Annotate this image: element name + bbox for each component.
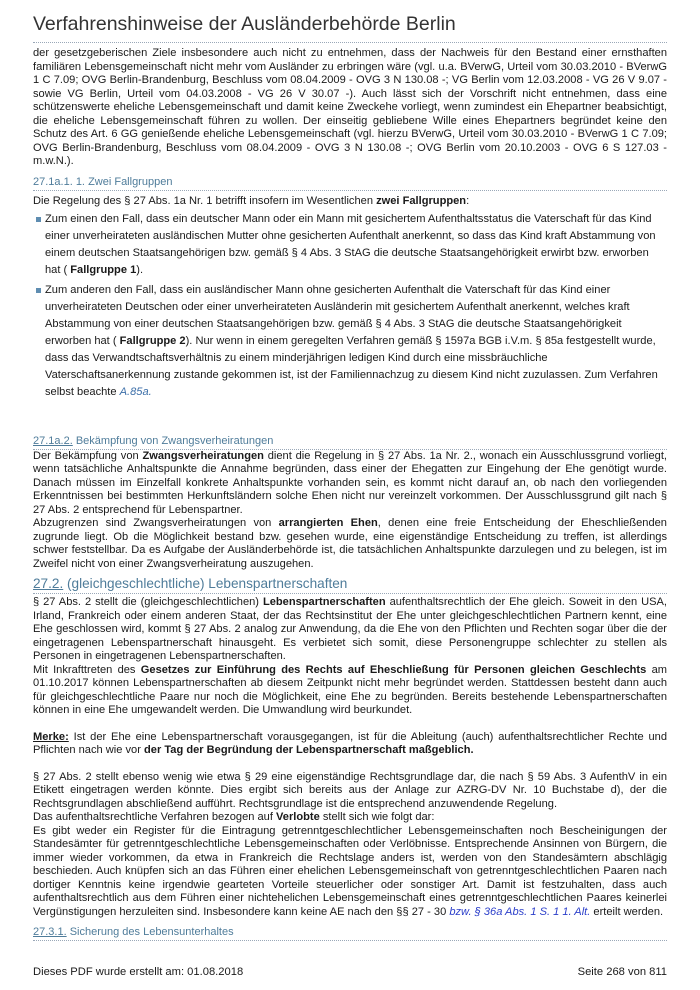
bullet-square-icon <box>36 217 41 222</box>
section-number-link[interactable]: 27.2. <box>33 576 64 591</box>
reference-link-36a[interactable]: bzw. § 36a Abs. 1 S. 1 1. Alt. <box>449 905 591 918</box>
zwangsverheiratung-paragraph-2: Abzugrenzen sind Zwangsverheiratungen von arrangierten Ehen, denen eine freie Entscheidung der Eheschließenden zugrunde liegt. Ob die Möglichkeit bestand bzw. gesehen wurde, eine eigenständige Entscheidung zu treffen, ist allerdings schwer feststellbar. Da es Aufgabe der Ausländerbehörde ist, die tatsächlichen Anhaltspunkte darzulegen und zu belegen, ist im Zweifel nicht von einer Zwangsverheiratung auszugehen. <box>33 517 667 570</box>
section-heading-27-1a-2 <box>33 428 667 450</box>
verlobte-paragraph: Es gibt weder ein Register für die Eintragung getrenntgeschlechtlicher Lebensgemeinschaften noch Bescheinigungen der Standesämter für getrenntgeschlechtliche Lebensgemeinschaften oder Verlöbnisse. Entsprechende Ansinnen von Bürgern, die immer wieder vorkommen, da etwa in Frankreich die Rechtslage anders ist, werden von den Standesämtern abschlägig beschieden. Auch knüpfen sich an das Führen einer ehelichen Lebensgemeinschaft von getrenntgeschlechtlichen Paaren nach dortiger Kenntnis keine irgendwie gearteten Vorteile steuerlicher oder sonstiger Art. Damit ist festzuhalten, dass auch aufenthaltsrechtlich aus dem Führen einer nichtehelichen Lebensgemeinschaft eines getrenntgeschlechtlichen Paares keinerlei Vergünstigungen herzuleiten sind. Insbesondere kann keine AE nach den §§ 27 - 30 bzw. § 36a Abs. 1 S. 1 1. Alt. erteilt werden. <box>33 824 667 918</box>
fallgruppen-list <box>33 211 667 401</box>
page-number: Seite 268 von 811 <box>577 966 667 978</box>
section-title: Bekämpfung von Zwangsverheiratungen <box>75 434 274 447</box>
list-item-fallgruppe-1: Zum einen den Fall, dass ein deutscher Mann oder ein Mann mit gesichertem Aufenthaltsstatus die Vaterschaft für das Kind einer unverheirateten ausländischen Mutter ohne gesicherten Aufenthalt anerkennt, so dass das Kind kraft Abstammung von einem deutschen Staatsangehörigen bzw. gemäß § 4 Abs. 3 StAG die deutsche Staatsangehörigkeit erwirbt bzw. erworben hat ( Fallgruppe 1). <box>33 211 667 279</box>
section-number-link[interactable]: 27.1a.2. <box>33 434 73 447</box>
document-page <box>33 0 667 941</box>
section-title: Zwei Fallgruppen <box>88 175 173 188</box>
zwangsverheiratung-paragraph-1: Der Bekämpfung von Zwangsverheiratungen dient die Regelung in § 27 Abs. 1a Nr. 2., wonach ein Ausschlussgrund vorliegt, wenn tatsächliche Anhaltspunkte die Annahme begründen, dass einer der Ehegatten zur Eingehung der Ehe genötigt wurde. Danach müssen im Einzelfall konkrete Anhaltspunkte vorhanden sein, es kommt nicht darauf an, ob nach den vorliegenden Erkenntnissen bei bestimmten Herkunftsländern solche Ehen nicht nur vereinzelt vorkommen. Der Ausschlussgrund gilt nach § 27 Abs. 2 entsprechend für Lebenspartner. <box>33 449 667 516</box>
verlobte-intro: Das aufenthaltsrechtliche Verfahren bezogen auf Verlobte stellt sich wie folgt dar: <box>33 811 435 823</box>
lebenspartnerschaft-paragraph-2: Mit Inkrafttreten des Gesetzes zur Einführung des Rechts auf Eheschließung für Personen gleichen Geschlechts am 01.10.2017 können Lebenspartnerschaften ab diesem Zeitpunkt nicht mehr begründet werden. Stattdessen besteht dann auch für gleichgeschlechtliche Paare nur noch die Möglichkeit, eine Ehe zu begründen. Bereits bestehende Lebenspartnerschaften können in eine Ehe umgewandelt werden. Die Umwandlung wird beurkundet. <box>33 663 667 716</box>
section-heading-27-2 <box>33 571 667 594</box>
section-heading-27-3-1 <box>33 919 667 941</box>
section-title: Sicherung des Lebensunterhaltes <box>69 926 234 938</box>
section-number-link[interactable]: 27.3.1. <box>33 926 67 938</box>
section-title: (gleichgeschlechtliche) Lebenspartnerschaften <box>67 576 348 591</box>
section-heading-27-1a-1 <box>33 169 667 191</box>
intro-paragraph: der gesetzgeberischen Ziele insbesondere auch nicht zu entnehmen, dass der Nachweis für den Bestand einer ernsthaften familiären Lebensgemeinschaft nicht mehr vom Ausländer zu erbringen wäre (vgl. u.a. BVerwG, Urteil vom 30.03.2010 - BVerwG 1 C 7.09; OVG Berlin-Brandenburg, Beschluss vom 08.04.2009 - OVG 3 N 130.08 -; VG Berlin vom 12.03.2008 - VG 26 V 9.07 - sowie VG Berlin, Urteil vom 04.03.2008 - VG 26 V 30.07 -). Auch lässt sich der Vorschrift nicht entnehmen, dass eine schützenswerte eheliche Lebensgemeinschaft und damit keine Zweckehe vorliegt, wenn zumindest ein Ehepartner beabsichtigt, die eheliche Lebensgemeinschaft führen zu wollen. Der einseitig gebliebene Wille eines Ehepartners begründet keine den Schutz des Art. 6 GG genießende eheliche Lebensgemeinschaft (vgl. hierzu BVerwG, Urteil vom 30.03.2010 - BVerwG 1 C 7.09; OVG Berlin-Brandenburg, Beschluss vom 08.04.2009 - OVG 3 N 130.08 -; OVG Berlin vom 20.10.2003 - OVG 6 S 127.03 - m.w.N.). <box>33 47 667 167</box>
section-number[interactable]: 27.1a.1. 1. <box>33 175 85 188</box>
document-title: Verfahrenshinweise der Ausländerbehörde Berlin <box>33 12 667 43</box>
created-date: Dieses PDF wurde erstellt am: 01.08.2018 <box>33 966 244 978</box>
reference-link-a85a[interactable]: A.85a. <box>119 385 152 398</box>
lebenspartnerschaft-paragraph-1: § 27 Abs. 2 stellt die (gleichgeschlechtlichen) Lebenspartnerschaften aufenthaltsrechtlich der Ehe gleich. Soweit in den USA, Irland, Frankreich oder einem anderen Staat, der das Rechtsinstitut der Ehe unter gleichgeschlechtlichen Partnern kennt, eine Ehe geschlossen wird, kommt § 27 Abs. 2 analog zur Anwendung, da die Ehe von den Pflichten und Rechten sogar über die der eingetragenen Lebenspartnerschaft hinausgeht. Es verbietet sich somit, diese Personengruppe schlechter zu stellen als Personen in eingetragenen Lebenspartnerschaften. <box>33 596 667 662</box>
fallgruppen-lead: Die Regelung des § 27 Abs. 1a Nr. 1 betrifft insofern im Wesentlichen zwei Fallgruppen: <box>33 194 470 207</box>
merke-note: Merke: Ist der Ehe eine Lebenspartnerschaft vorausgegangen, ist für die Ableitung (auch) aufenthaltsrechtlicher Rechte und Pflichten nach wie vor der Tag der Begründung der Lebenspartnerschaft maßgeblich. <box>33 730 667 756</box>
list-item-fallgruppe-2: Zum anderen den Fall, dass ein ausländischer Mann ohne gesicherten Aufenthalt die Vaterschaft für das Kind einer unverheirateten Deutschen oder einer unverheirateten Ausländerin mit gesichertem Aufenthalt anerkennt, welches kraft Abstammung von einer deutschen Staatsangehörigen bzw. gemäß § 4 Abs. 3 StAG die deutsche Staatsangehörigkeit erworben hat ( Fallgruppe 2). Nur wenn in einem geregelten Verfahren gemäß § 1597a BGB i.V.m. § 85a festgestellt wurde, dass das Verwandtschaftsverhältnis zu einem minderjährigen ledigen Kind durch eine missbräuchliche Vaterschaftsanerkennung zustande gekommen ist, ist der Familiennachzug zu diesem Kind nicht zuzulassen. Zum Verfahren selbst beachte A.85a. <box>33 282 667 401</box>
bullet-square-icon <box>36 288 41 293</box>
page-footer <box>33 966 667 978</box>
rechtsgrundlage-paragraph: § 27 Abs. 2 stellt ebenso wenig wie etwa § 29 eine eigenständige Rechtsgrundlage dar, die nach § 59 Abs. 3 AufenthV in ein Etikett eingetragen werden könnte. Dies ergibt sich bereits aus der Anlage zur AZRG-DV Nr. 10 Buchstabe d), der die Rechtsgrundlagen abschließend aufführt. Rechtsgrundlage ist die entsprechend anzuwendende Regelung. <box>33 770 667 810</box>
